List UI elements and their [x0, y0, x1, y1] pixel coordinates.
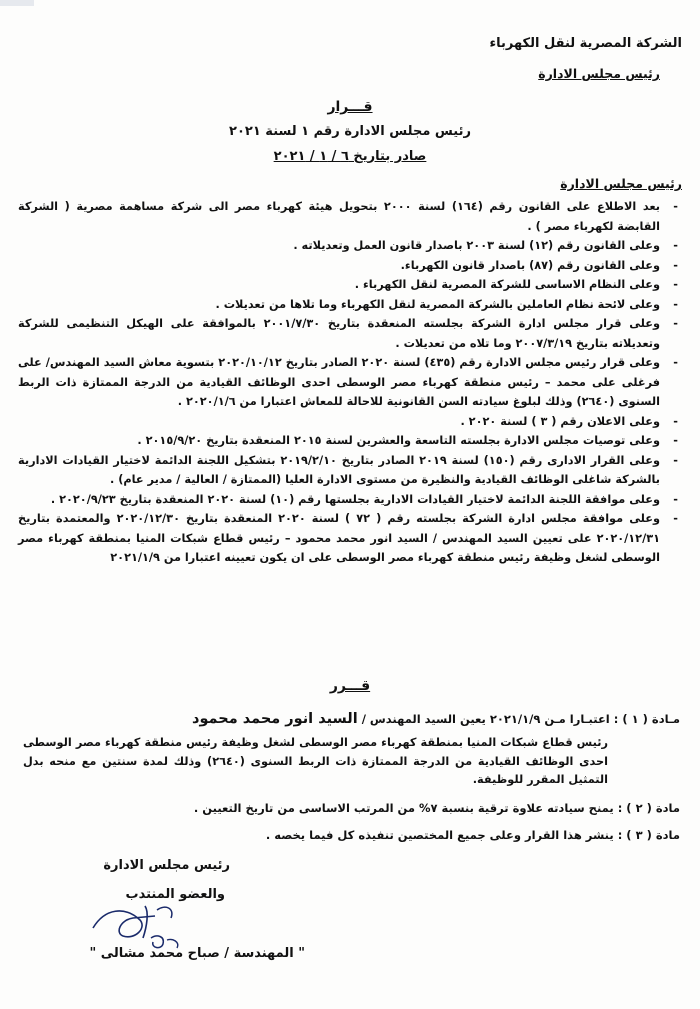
- article-3-label: مادة ( ٣ ) :: [617, 828, 680, 842]
- recital-item: - بعد الاطلاع على القانون رقم (١٦٤) لسنة ٢٠٠٠ بتحويل هيئة كهرباء مصر الى شركة مساهمة مصرية ( الشركة القابضة لكهرباء مصر ) .: [18, 200, 678, 233]
- recital-text: وعلى القانون رقم (١٢) لسنة ٢٠٠٣ باصدار قانون العمل وتعديلاته .: [293, 239, 660, 252]
- recital-item: - وعلى النظام الاساسى للشركة المصرية لنقل الكهرباء .: [354, 278, 678, 291]
- article-2-text: يمنح سيادته علاوة ترقية بنسبة ٧% من المرتب الاساسى من تاريخ التعيين .: [193, 801, 614, 815]
- article-1: [20, 710, 680, 729]
- recital-text: وعلى الاعلان رقم ( ٣ ) لسنة ٢٠٢٠ .: [460, 414, 660, 428]
- recital-text: وعلى قرار مجلس ادارة الشركة بجلسته المنعقدة بتاريخ ٢٠٠١/٧/٣٠ بالموافقة على الهيكل التنظيمى للشركة وتعديلاته بتاريخ ٢٠٠٧/٣/١٩ وما تلاه من تعديلات .: [18, 317, 660, 350]
- article-1-text: اعتبـارا مـن ٢٠٢١/١/٩ يعين السيد المهندس /: [361, 712, 610, 726]
- decree-word: قـــرار: [327, 99, 373, 115]
- signatory-name: " المهندسة / صباح محمد مشالى ": [89, 946, 305, 961]
- company-name: الشركة المصرية لنقل الكهرباء: [489, 36, 682, 51]
- recital-item: - وعلى القانون رقم (٨٧) باصدار قانون الكهرباء.: [400, 258, 678, 272]
- recital-item: - وعلى قرار رئيس مجلس الادارة رقم (٤٣٥) لسنة ٢٠٢٠ الصادر بتاريخ ٢٠٢٠/١٠/١٢ بتسوية معاش السيد المهندس/ على فرغلى على محمد – رئيس منطقة كهرباء مصر الوسطى احدى الوظائف القيادية من الدرجة الممتازة ذات الربط السنوى (٢٦٤٠) وذلك لبلوغ سيادته السن القانونية للاحالة للمعاش اعتبارا من ٢٠٢٠/١/٦ .: [18, 356, 678, 408]
- recital-text: وعلى النظام الاساسى للشركة المصرية لنقل الكهرباء .: [354, 278, 660, 291]
- article-1-continuation: رئيس قطاع شبكات المنيا بمنطقة كهرباء مصر الوسطى لشغل وظيفة رئيس منطقة كهرباء مصر الوسطى احدى الوظائف القيادية من الدرجة الممتازة ذات الربط السنوى (٢٦٤٠) وذلك لمدة سنتين مع منحه بدل التمثيل المقرر للوظيفة.: [23, 736, 608, 786]
- recital-item: - وعلى لائحة نظام العاملين بالشركة المصرية لنقل الكهرباء وما تلاها من تعديلات .: [215, 297, 678, 311]
- recitals-list: [18, 197, 678, 568]
- article-2-label: مادة ( ٢ ) :: [617, 801, 680, 815]
- recital-text: وعلى القانون رقم (٨٧) باصدار قانون الكهرباء.: [400, 258, 660, 272]
- recital-item: - وعلى موافقة اللجنة الدائمة لاختيار القيادات الادارية بجلستها رقم (١٠) لسنة ٢٠٢٠ المنعقدة بتاريخ ٢٠٢٠/٩/٢٣ .: [50, 492, 678, 506]
- section-heading: رئيس مجلس الادارة: [560, 176, 682, 191]
- recital-text: وعلى قرار رئيس مجلس الادارة رقم (٤٣٥) لسنة ٢٠٢٠ الصادر بتاريخ ٢٠٢٠/١٠/١٢ بتسوية معاش السيد المهندس/ على فرغلى على محمد – رئيس منطقة كهرباء مصر الوسطى احدى الوظائف القيادية من الدرجة الممتازة ذات الربط السنوى (٢٦٤٠) وذلك لبلوغ سيادته السن القانونية للاحالة للمعاش اعتبارا من ٢٠٢٠/١/٦ .: [18, 356, 660, 408]
- decree-date: صادر بتاريخ ٦ / ١ / ٢٠٢١: [273, 149, 427, 164]
- recital-item: - وعلى القرار الادارى رقم (١٥٠) لسنة ٢٠١٩ الصادر بتاريخ ٢٠١٩/٢/١٠ بتشكيل اللجنة الدائمة لاختيار القيادات الادارية بالشركة شاغلى الوظائف القيادية والنظيرة من مستوى الادارة العليا (الممتازة / العالية / مدير عام) .: [18, 453, 678, 486]
- recital-text: وعلى موافقة اللجنة الدائمة لاختيار القيادات الادارية بجلستها رقم (١٠) لسنة ٢٠٢٠ المنعقدة بتاريخ ٢٠٢٠/٩/٢٣ .: [50, 492, 660, 506]
- recital-item: - وعلى القانون رقم (١٢) لسنة ٢٠٠٣ باصدار قانون العمل وتعديلاته .: [293, 239, 678, 252]
- appointee-name: السيد انور محمد محمود: [192, 711, 358, 727]
- decision-title: قـــرر: [329, 678, 371, 694]
- recital-text: بعد الاطلاع على القانون رقم (١٦٤) لسنة ٢٠٠٠ بتحويل هيئة كهرباء مصر الى شركة مساهمة مصرية ( الشركة القابضة لكهرباء مصر ) .: [18, 200, 660, 233]
- recital-text: وعلى توصيات مجلس الادارة بجلسته التاسعة والعشرين لسنة ٢٠١٥ المنعقدة بتاريخ ٢٠١٥/٩/٢٠ .: [137, 434, 660, 447]
- recital-text: وعلى القرار الادارى رقم (١٥٠) لسنة ٢٠١٩ الصادر بتاريخ ٢٠١٩/٢/١٠ بتشكيل اللجنة الدائمة لاختيار القيادات الادارية بالشركة شاغلى الوظائف القيادية والنظيرة من مستوى الادارة العليا (الممتازة / العالية / مدير عام) .: [18, 453, 660, 486]
- recital-text: وعلى لائحة نظام العاملين بالشركة المصرية لنقل الكهرباء وما تلاها من تعديلات .: [215, 297, 660, 311]
- recital-item: - وعلى الاعلان رقم ( ٣ ) لسنة ٢٠٢٠ .: [460, 414, 678, 428]
- recital-item: - وعلى توصيات مجلس الادارة بجلسته التاسعة والعشرين لسنة ٢٠١٥ المنعقدة بتاريخ ٢٠١٥/٩/٢٠ .: [137, 434, 678, 447]
- article-1-label: مـادة ( ١ ) :: [613, 712, 680, 726]
- recital-item: - وعلى قرار مجلس ادارة الشركة بجلسته المنعقدة بتاريخ ٢٠٠١/٧/٣٠ بالموافقة على الهيكل التنظيمى للشركة وتعديلاته بتاريخ ٢٠٠٧/٣/١٩ وما تلاه من تعديلات .: [18, 317, 678, 350]
- handwritten-signature: [85, 898, 195, 953]
- office-title: رئيس مجلس الادارة: [538, 66, 660, 81]
- article-3-text: ينشر هذا القرار وعلى جميع المختصين تنفيذه كل فيما يخصه .: [265, 828, 614, 842]
- signatory-role-1: رئيس مجلس الادارة: [103, 858, 230, 873]
- article-2: [194, 799, 680, 818]
- signatory-role-2: والعضو المنتدب: [125, 887, 225, 902]
- scan-artifact: [0, 0, 40, 14]
- decree-number: رئيس مجلس الادارة رقم ١ لسنة ٢٠٢١: [229, 124, 471, 139]
- recital-item: - وعلى موافقة مجلس ادارة الشركة بجلسته رقم ( ٧٢ ) لسنة ٢٠٢٠ المنعقدة بتاريخ ٢٠٢٠/١٢/٣٠ والمعتمدة بتاريخ ٢٠٢٠/١٢/٣١ على تعيين السيد المهندس / السيد انور محمد محمود – رئيس قطاع شبكات المنيا بمنطقة كهرباء مصر الوسطى لشغل وظيفة رئيس منطقة كهرباء مصر الوسطى على ان يكون تعيينه اعتبارا من ٢٠٢١/١/٩: [18, 512, 678, 564]
- recital-text: وعلى موافقة مجلس ادارة الشركة بجلسته رقم ( ٧٢ ) لسنة ٢٠٢٠ المنعقدة بتاريخ ٢٠٢٠/١٢/٣٠ والمعتمدة بتاريخ ٢٠٢٠/١٢/٣١ على تعيين السيد المهندس / السيد انور محمد محمود – رئيس قطاع شبكات المنيا بمنطقة كهرباء مصر الوسطى لشغل وظيفة رئيس منطقة كهرباء مصر الوسطى على ان يكون تعيينه اعتبارا من ٢٠٢١/١/٩: [18, 512, 660, 564]
- article-3: [266, 826, 680, 845]
